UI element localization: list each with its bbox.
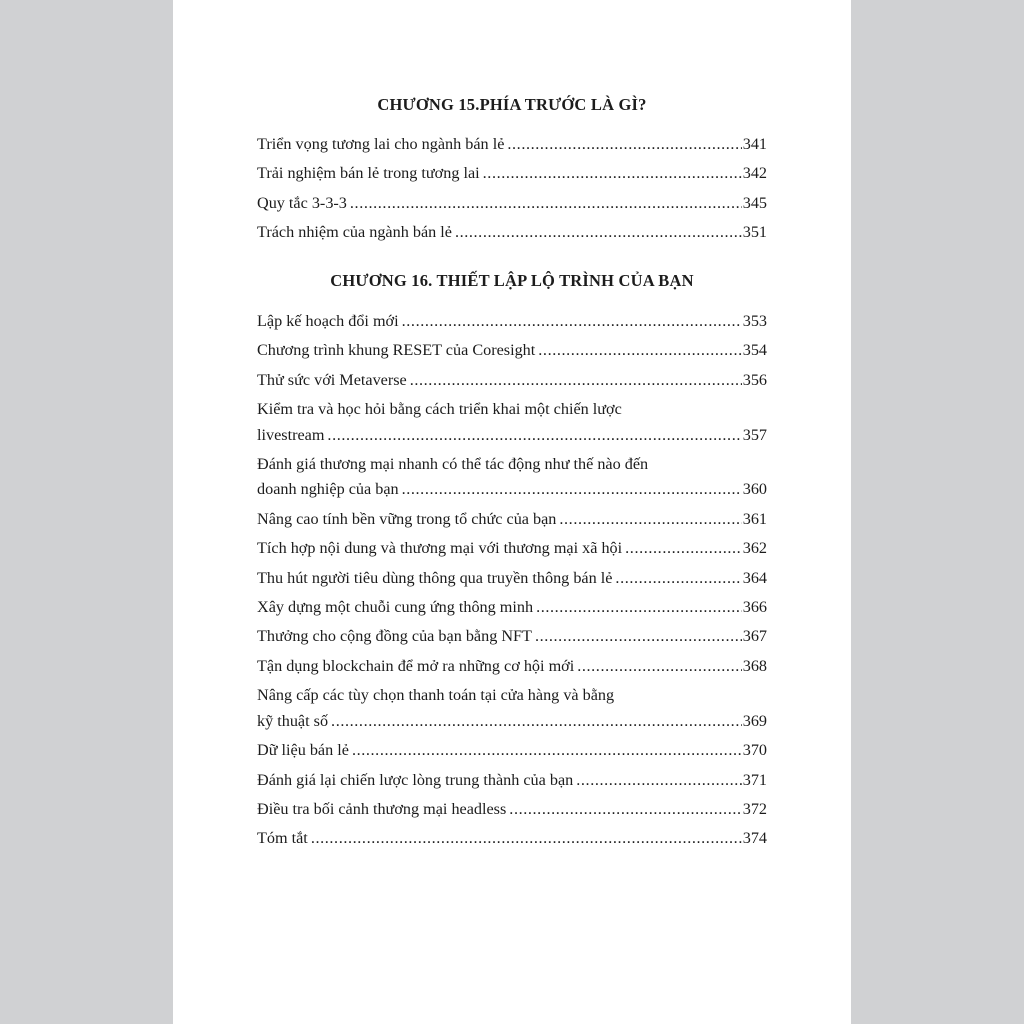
leader-dots <box>536 593 742 622</box>
toc-entry <box>257 652 767 681</box>
entry-title: Xây dựng một chuỗi cung ứng thông minh <box>257 598 534 617</box>
page-number: 371 <box>742 770 767 789</box>
leader-dots <box>455 218 742 247</box>
leader-dots <box>625 534 742 563</box>
leader-dots <box>509 795 741 824</box>
entry-title: kỹ thuật số <box>257 711 329 730</box>
toc-entry <box>257 681 767 736</box>
toc-entry <box>257 450 767 505</box>
chapter-entries <box>257 130 767 248</box>
leader-dots <box>559 505 741 534</box>
toc-entry <box>257 218 767 247</box>
leader-dots <box>402 307 742 336</box>
leader-dots <box>577 652 742 681</box>
entry-title-line-1: Kiểm tra và học hỏi bằng cách triển khai một chiến lược <box>257 400 622 419</box>
page-number: 360 <box>742 480 767 499</box>
page-number: 374 <box>742 829 767 848</box>
chapter-heading: CHƯƠNG 15.PHÍA TRƯỚC LÀ GÌ? <box>377 95 647 114</box>
entry-title: Lập kế hoạch đổi mới <box>257 312 399 330</box>
toc-entry <box>257 534 767 563</box>
entry-title: livestream <box>257 425 325 444</box>
entry-title: Triển vọng tương lai cho ngành bán lẻ <box>257 135 505 153</box>
entry-title-line-1: Nâng cấp các tùy chọn thanh toán tại cửa hàng và bằng <box>257 686 615 705</box>
leader-dots <box>350 189 742 218</box>
entry-title: Tận dụng blockchain để mở ra những cơ hội mới <box>257 656 575 675</box>
entry-title: Đánh giá lại chiến lược lòng trung thành của bạn <box>257 770 574 789</box>
entry-title: Quy tắc 3-3-3 <box>257 193 347 212</box>
page-number: 362 <box>742 539 767 558</box>
page-number: 353 <box>742 312 767 330</box>
leader-dots <box>535 622 742 651</box>
toc-entry <box>257 564 767 593</box>
page-number: 341 <box>742 135 767 153</box>
toc-entry <box>257 395 767 450</box>
entry-title: Thu hút người tiêu dùng thông qua truyền thông bán lẻ <box>257 568 613 587</box>
entry-title: Trách nhiệm của ngành bán lẻ <box>257 223 452 242</box>
page-number: 345 <box>742 193 767 212</box>
leader-dots <box>331 707 742 736</box>
page-number: 366 <box>742 598 767 617</box>
page-number: 354 <box>742 341 767 360</box>
entry-title: Tóm tắt <box>257 829 308 848</box>
page-number: 368 <box>742 656 767 675</box>
toc-entry <box>257 366 767 395</box>
toc-entry <box>257 307 767 336</box>
page-number: 372 <box>742 799 767 818</box>
page-number: 342 <box>742 164 767 183</box>
leader-dots <box>410 366 742 395</box>
page-number: 356 <box>742 370 767 389</box>
leader-dots <box>507 130 741 159</box>
toc-entry <box>257 593 767 622</box>
leader-dots <box>352 736 742 765</box>
entry-title: Trải nghiệm bán lẻ trong tương lai <box>257 164 480 183</box>
leader-dots <box>576 766 741 795</box>
entry-title: Dữ liệu bán lẻ <box>257 741 349 760</box>
toc-entry <box>257 130 767 159</box>
toc-entry <box>257 736 767 765</box>
entry-title: Thưởng cho cộng đồng của bạn bằng NFT <box>257 627 532 646</box>
page-number: 361 <box>742 509 767 528</box>
entry-title: Nâng cao tính bền vững trong tổ chức của bạn <box>257 509 557 528</box>
toc-entry <box>257 336 767 365</box>
page-number: 364 <box>742 568 767 587</box>
entry-title: Tích hợp nội dung và thương mại với thương mại xã hội <box>257 539 623 558</box>
leader-dots <box>615 564 741 593</box>
page-number: 369 <box>742 711 767 730</box>
entry-title: Điều tra bối cảnh thương mại headless <box>257 799 507 818</box>
toc-entry <box>257 622 767 651</box>
toc-entry <box>257 505 767 534</box>
toc-entry <box>257 189 767 218</box>
page-number: 367 <box>742 627 767 646</box>
page-number: 357 <box>742 425 767 444</box>
leader-dots <box>483 159 742 188</box>
leader-dots <box>311 824 742 853</box>
leader-dots <box>327 421 741 450</box>
toc-entry <box>257 824 767 853</box>
entry-title-line-1: Đánh giá thương mại nhanh có thể tác động như thế nào đến <box>257 455 649 474</box>
page-number: 351 <box>742 223 767 242</box>
toc-entry <box>257 159 767 188</box>
book-page <box>173 0 851 1024</box>
entry-title: Thử sức với Metaverse <box>257 370 407 389</box>
chapter-heading: CHƯƠNG 16. THIẾT LẬP LỘ TRÌNH CỦA BẠN <box>330 271 694 290</box>
leader-dots <box>538 336 741 365</box>
page-number: 370 <box>742 741 767 760</box>
entry-title: doanh nghiệp của bạn <box>257 480 399 499</box>
entry-title: Chương trình khung RESET của Coresight <box>257 341 536 360</box>
chapter-entries <box>257 307 767 854</box>
leader-dots <box>402 475 742 504</box>
toc-entry <box>257 795 767 824</box>
toc-entry <box>257 766 767 795</box>
